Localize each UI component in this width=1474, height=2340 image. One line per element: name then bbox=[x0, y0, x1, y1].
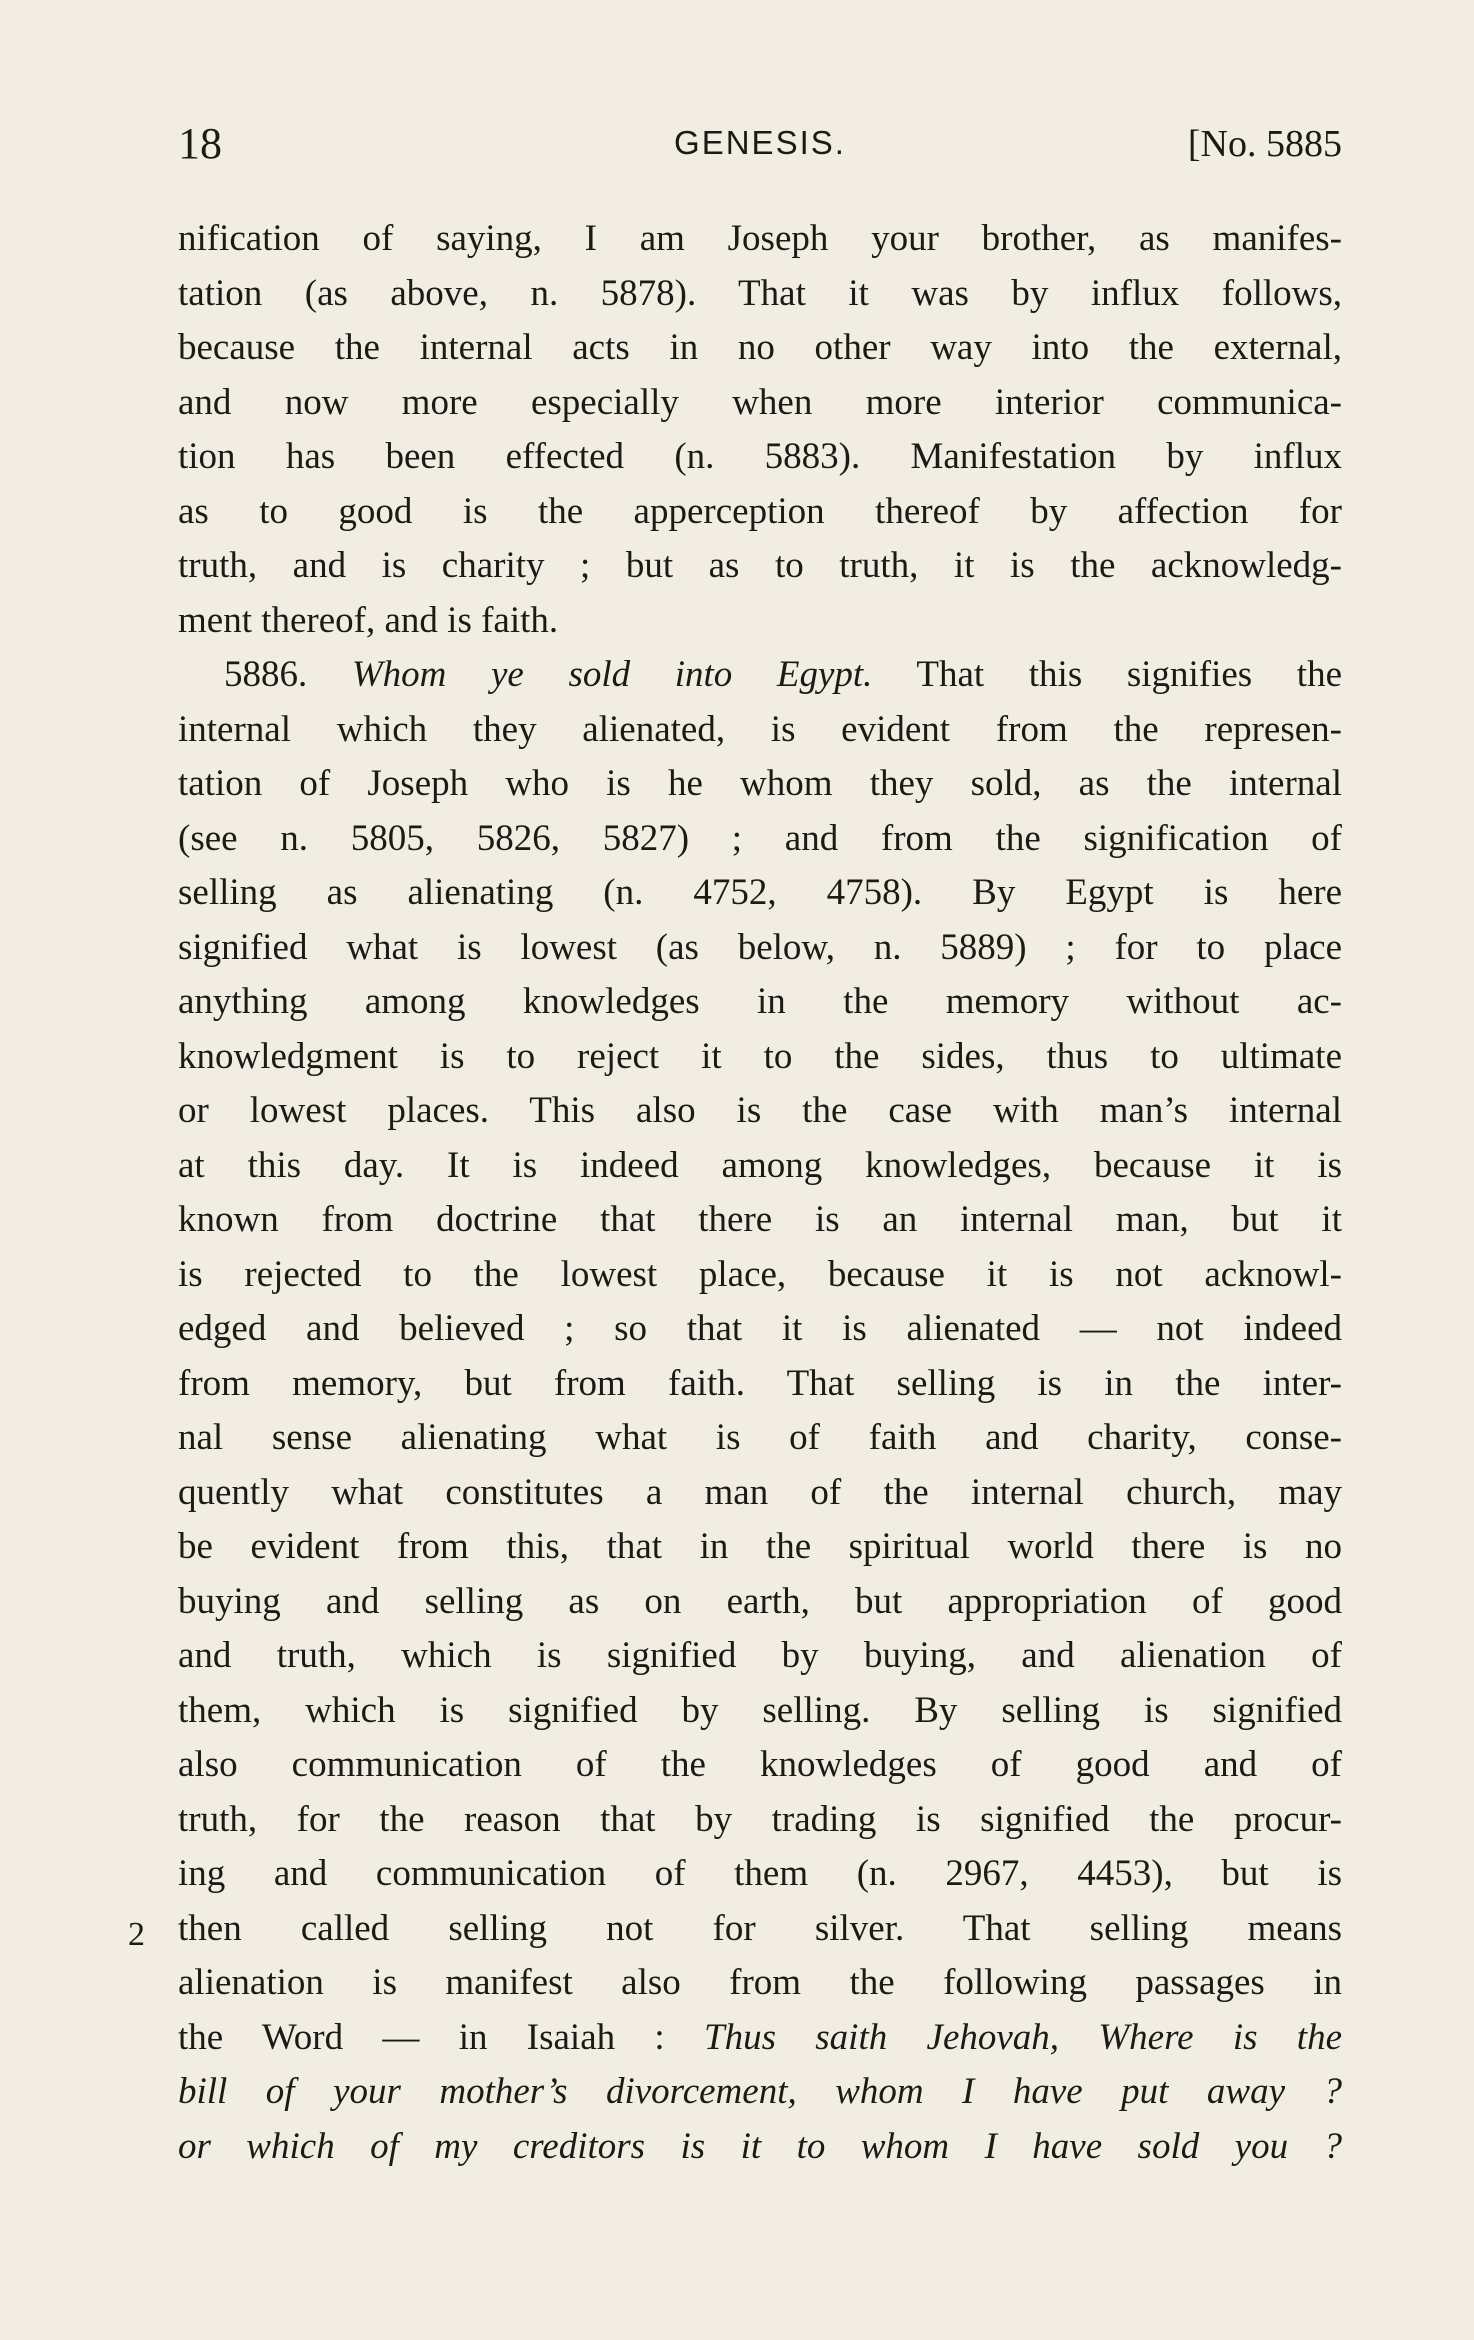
scripture-quote: or which of my creditors is it to whom I have sold you ? bbox=[178, 2125, 1342, 2167]
text-line: from memory, but from faith. That selling is in the inter- bbox=[178, 1362, 1342, 1404]
text-line: because the internal acts in no other way into the external, bbox=[178, 327, 1342, 368]
text-line: be evident from this, that in the spiritual world there is no bbox=[178, 1526, 1342, 1567]
text-line: truth, and is charity ; but as to truth, it is the acknowledg- bbox=[178, 545, 1342, 586]
section-reference: [No. 5885 bbox=[1187, 123, 1342, 165]
text-line: signified what is lowest (as below, n. 5889) ; for to place bbox=[178, 926, 1342, 968]
text-line: and now more especially when more interior communica- bbox=[178, 381, 1342, 423]
text-line: known from doctrine that there is an internal man, but it bbox=[178, 1199, 1342, 1240]
paragraph-start-line bbox=[178, 648, 1342, 703]
line-text: the Word — in Isaiah : bbox=[178, 2016, 704, 2058]
text-line: tation (as above, n. 5878). That it was by influx follows, bbox=[178, 272, 1342, 314]
line-text: That this signifies the bbox=[872, 654, 1342, 695]
text-line: anything among knowledges in the memory without ac- bbox=[178, 981, 1342, 1022]
text-line: and truth, which is signified by buying, and alienation of bbox=[178, 1635, 1342, 1676]
text-line: tation of Joseph who is he whom they sold, as the internal bbox=[178, 763, 1342, 804]
text-line: then called selling not for silver. That selling means bbox=[178, 1907, 1342, 1949]
paragraph-number: 5886. bbox=[224, 654, 352, 695]
text-line: quently what constitutes a man of the internal church, may bbox=[178, 1471, 1342, 1513]
text-line: them, which is signified by selling. By selling is signified bbox=[178, 1689, 1342, 1731]
text-line: ment thereof, and is faith. bbox=[178, 599, 559, 641]
text-line: selling as alienating (n. 4752, 4758). By Egypt is here bbox=[178, 872, 1342, 913]
page-body bbox=[178, 212, 1342, 2174]
text-line: alienation is manifest also from the following passages in bbox=[178, 1962, 1342, 2003]
running-header bbox=[178, 118, 1342, 178]
text-line: buying and selling as on earth, but appropriation of good bbox=[178, 1580, 1342, 1622]
text-line: also communication of the knowledges of good and of bbox=[178, 1744, 1342, 1785]
text-line: tion has been effected (n. 5883). Manifestation by influx bbox=[178, 436, 1342, 477]
running-title: GENESIS. bbox=[674, 124, 846, 161]
text-line: truth, for the reason that by trading is signified the procur- bbox=[178, 1798, 1342, 1840]
text-line: is rejected to the lowest place, because it is not acknowl- bbox=[178, 1253, 1342, 1295]
text-line: ing and communication of them (n. 2967, 4453), but is bbox=[178, 1853, 1342, 1894]
page-number: 18 bbox=[178, 119, 222, 168]
text-line: nal sense alienating what is of faith and charity, conse- bbox=[178, 1417, 1342, 1458]
text-line: edged and believed ; so that it is alienated — not indeed bbox=[178, 1308, 1342, 1349]
scripture-quote: Whom ye sold into Egypt. bbox=[351, 654, 873, 695]
scripture-quote: Thus saith Jehovah, Where is the bbox=[704, 2016, 1342, 2058]
quote-line bbox=[178, 2120, 1342, 2175]
text-line: at this day. It is indeed among knowledges, because it is bbox=[178, 1144, 1342, 1186]
text-line: internal which they alienated, is evident from the represen- bbox=[178, 708, 1342, 750]
quote-line bbox=[178, 2065, 1342, 2120]
text-line: nification of saying, I am Joseph your brother, as manifes- bbox=[178, 218, 1342, 259]
margin-note: 2 bbox=[128, 1916, 145, 1953]
text-line: or lowest places. This also is the case with man’s internal bbox=[178, 1090, 1342, 1131]
text-line: (see n. 5805, 5826, 5827) ; and from the signification of bbox=[178, 817, 1342, 859]
text-line: as to good is the apperception thereof by affection for bbox=[178, 490, 1342, 532]
text-line: knowledgment is to reject it to the sides, thus to ultimate bbox=[178, 1035, 1342, 1077]
scripture-quote: bill of your mother’s divorcement, whom I have put away ? bbox=[178, 2071, 1342, 2112]
quote-line bbox=[178, 2011, 1342, 2066]
